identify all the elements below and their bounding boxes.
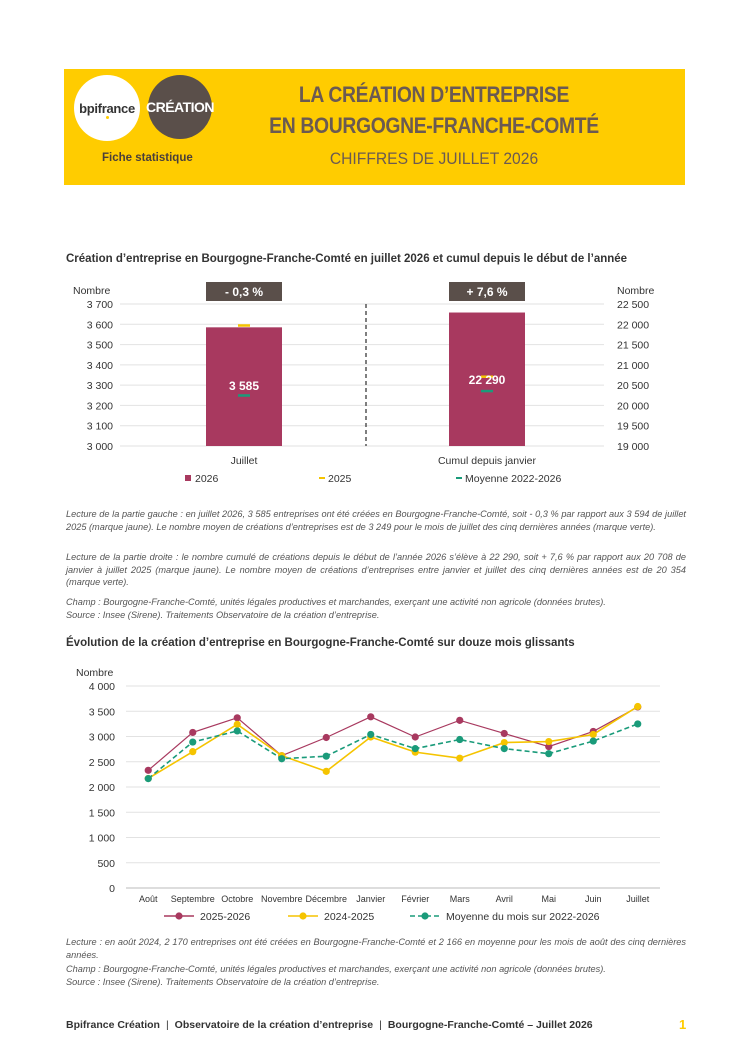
bar-chart-juillet <box>0 280 750 525</box>
data-point-series-1 <box>545 738 552 745</box>
footer-part2: Observatoire de la création d’entreprise <box>174 1019 374 1031</box>
x-tick-label: Février <box>401 894 430 904</box>
legend-label-0: 2025-2026 <box>200 911 251 923</box>
y-tick-label-left: 3 700 <box>86 299 113 311</box>
legend-label-moyenne: Moyenne 2022-2026 <box>465 473 562 485</box>
logo-dot-icon <box>106 116 109 119</box>
legend-marker-2 <box>421 912 428 919</box>
data-point-series-2 <box>145 775 152 782</box>
y-tick-label-left: 3 100 <box>86 420 113 433</box>
y-tick-label-right: 22 000 <box>617 319 650 332</box>
y-axis-label: Nombre <box>76 667 114 679</box>
data-point-series-2 <box>545 750 552 757</box>
y-tick-label: 2 000 <box>88 782 115 794</box>
y-tick-label-left: 3 300 <box>86 380 113 393</box>
footer-separator: | <box>165 1019 169 1031</box>
data-point-series-1 <box>634 703 641 710</box>
legend-label-2025: 2025 <box>328 473 352 485</box>
footer-part1: Bpifrance Création <box>66 1019 160 1031</box>
series-line-2 <box>148 724 638 779</box>
x-tick-label: Juillet <box>230 455 258 467</box>
y-tick-label: 3 000 <box>88 731 115 744</box>
y-tick-label-right: 20 500 <box>617 380 650 393</box>
bar-data-label: 22 290 <box>468 373 506 387</box>
y-tick-label-right: 22 500 <box>617 299 650 311</box>
y-tick-label-left: 3 600 <box>86 319 113 332</box>
y-tick-label: 4 000 <box>88 681 115 693</box>
x-tick-label: Septembre <box>170 894 215 904</box>
x-tick-label: Mars <box>449 894 470 904</box>
legend-label-2: Moyenne du mois sur 2022-2026 <box>446 911 600 923</box>
section2-note-champ: Champ : Bourgogne-Franche-Comté, unités légales productives et marchandes, exerçant une activité non agricole (données brutes). <box>66 964 606 974</box>
y-tick-label-right: 20 000 <box>617 400 650 413</box>
fiche-label: Fiche statistique <box>102 152 193 164</box>
footer-part3: Bourgogne-Franche-Comté – Juillet 2026 <box>387 1019 593 1031</box>
data-point-series-2 <box>234 727 241 734</box>
bpifrance-logo-text: bpifrance <box>79 100 135 116</box>
legend-marker-0 <box>175 912 182 919</box>
page-title-line1: LA CRÉATION D’ENTREPRISE <box>298 82 570 107</box>
line-chart-douze-mois <box>0 662 750 932</box>
legend-label-1: 2024-2025 <box>324 911 375 923</box>
y-tick-label-right: 19 000 <box>617 441 650 453</box>
legend-swatch-2026 <box>185 475 191 481</box>
data-point-series-1 <box>323 768 330 775</box>
y-tick-label-left: 3 500 <box>86 339 113 352</box>
data-point-series-2 <box>501 745 508 752</box>
variation-label: + 7,6 % <box>466 285 508 299</box>
data-point-series-0 <box>189 729 196 736</box>
y-axis-label-right: Nombre <box>617 285 655 297</box>
x-tick-label: Cumul depuis janvier <box>437 455 537 467</box>
y-tick-label-left: 3 000 <box>86 441 113 453</box>
x-tick-label: Décembre <box>305 894 348 904</box>
data-point-series-2 <box>412 745 419 752</box>
data-point-series-2 <box>278 755 285 762</box>
data-point-series-0 <box>234 714 241 721</box>
section1-note-left: Lecture de la partie gauche : en juillet 2026, 3 585 entreprises ont été créées en Bourgogne-Franche-Comté, soit - 0,3 % par rapport aux 3 594 de juillet 2025 (marque jaune). Le nombre moyen de créations d’entreprises est de 3 249 pour le mois de juillet des cinq dernières années (marque verte). <box>66 509 686 532</box>
variation-label: - 0,3 % <box>224 285 264 299</box>
page-title-line2: EN BOURGOGNE-FRANCHE-COMTÉ <box>269 113 599 138</box>
y-tick-label: 0 <box>109 883 115 895</box>
data-point-series-2 <box>590 737 597 744</box>
y-tick-label-left: 3 200 <box>86 400 113 413</box>
x-tick-label: Mai <box>541 894 557 904</box>
x-tick-label: Juin <box>584 894 602 904</box>
x-tick-label: Janvier <box>356 894 386 904</box>
y-axis-label-left: Nombre <box>73 285 111 297</box>
section2-note-source: Source : Insee (Sirene). Traitements Observatoire de la création d’entreprise. <box>66 977 380 987</box>
y-tick-label-left: 3 400 <box>86 359 113 372</box>
section2-title: Évolution de la création d’entreprise en Bourgogne-Franche-Comté sur douze mois glissants <box>66 637 575 649</box>
y-tick-label-right: 21 500 <box>617 339 650 352</box>
data-point-series-0 <box>367 713 374 720</box>
section1-note-champ: Champ : Bourgogne-Franche-Comté, unités légales productives et marchandes, exerçant une activité non agricole (données brutes). <box>66 597 606 607</box>
y-tick-label: 2 500 <box>88 756 115 769</box>
y-tick-label: 1 000 <box>88 832 115 845</box>
bar-data-label: 3 585 <box>228 379 260 393</box>
data-point-series-1 <box>590 731 597 738</box>
x-tick-label: Août <box>138 894 158 904</box>
y-tick-label: 1 500 <box>88 807 115 820</box>
x-tick-label: Avril <box>495 894 513 904</box>
creation-logo-text: CRÉATION <box>145 99 215 115</box>
y-tick-label: 500 <box>97 857 115 870</box>
data-point-series-1 <box>189 748 196 755</box>
y-tick-label-right: 21 000 <box>617 359 650 372</box>
y-tick-label: 3 500 <box>88 706 115 719</box>
section1-note-right: Lecture de la partie droite : le nombre cumulé de créations depuis le début de l’année 2026 s’élève à 22 290, soit + 7,6 % par rapport aux 20 708 de janvier à juillet 2025 (marque jaune). Le nombre moyen de créations d’entreprises entre janvier et juillet des cinq dernières années est de 20 354 (marque verte). <box>66 552 686 587</box>
x-tick-label: Octobre <box>221 894 254 904</box>
data-point-series-2 <box>634 720 641 727</box>
legend-marker-1 <box>299 912 306 919</box>
data-point-series-1 <box>234 721 241 728</box>
legend-label-2026: 2026 <box>195 473 219 485</box>
data-point-series-2 <box>189 738 196 745</box>
x-tick-label: Novembre <box>260 894 303 904</box>
data-point-series-0 <box>501 730 508 737</box>
creation-logo <box>145 75 215 139</box>
header-banner <box>64 69 685 185</box>
data-point-series-0 <box>456 717 463 724</box>
data-point-series-2 <box>367 731 374 738</box>
footer <box>66 1019 593 1031</box>
bpifrance-logo <box>74 75 140 141</box>
x-tick-label: Juillet <box>626 894 650 904</box>
section1-title: Création d’entreprise en Bourgogne-Franche-Comté en juillet 2026 et cumul depuis le début de l’année <box>66 253 628 265</box>
data-point-series-0 <box>412 733 419 740</box>
data-point-series-2 <box>456 736 463 743</box>
section1-note-source: Source : Insee (Sirene). Traitements Observatoire de la création d’entreprise. <box>66 610 380 620</box>
footer-separator: | <box>379 1019 382 1031</box>
page-subtitle: CHIFFRES DE JUILLET 2026 <box>329 149 539 168</box>
data-point-series-0 <box>145 767 152 774</box>
data-point-series-2 <box>323 753 330 760</box>
data-point-series-1 <box>456 755 463 762</box>
data-point-series-0 <box>323 734 330 741</box>
series-line-1 <box>148 707 638 779</box>
y-tick-label-right: 19 500 <box>617 420 650 433</box>
section2-note-lecture: Lecture : en août 2024, 2 170 entreprises ont été créées en Bourgogne-Franche-Comté et 2 166 en moyenne pour les mois de août des cinq dernières années. <box>66 937 686 960</box>
page-number: 1 <box>679 1017 687 1032</box>
